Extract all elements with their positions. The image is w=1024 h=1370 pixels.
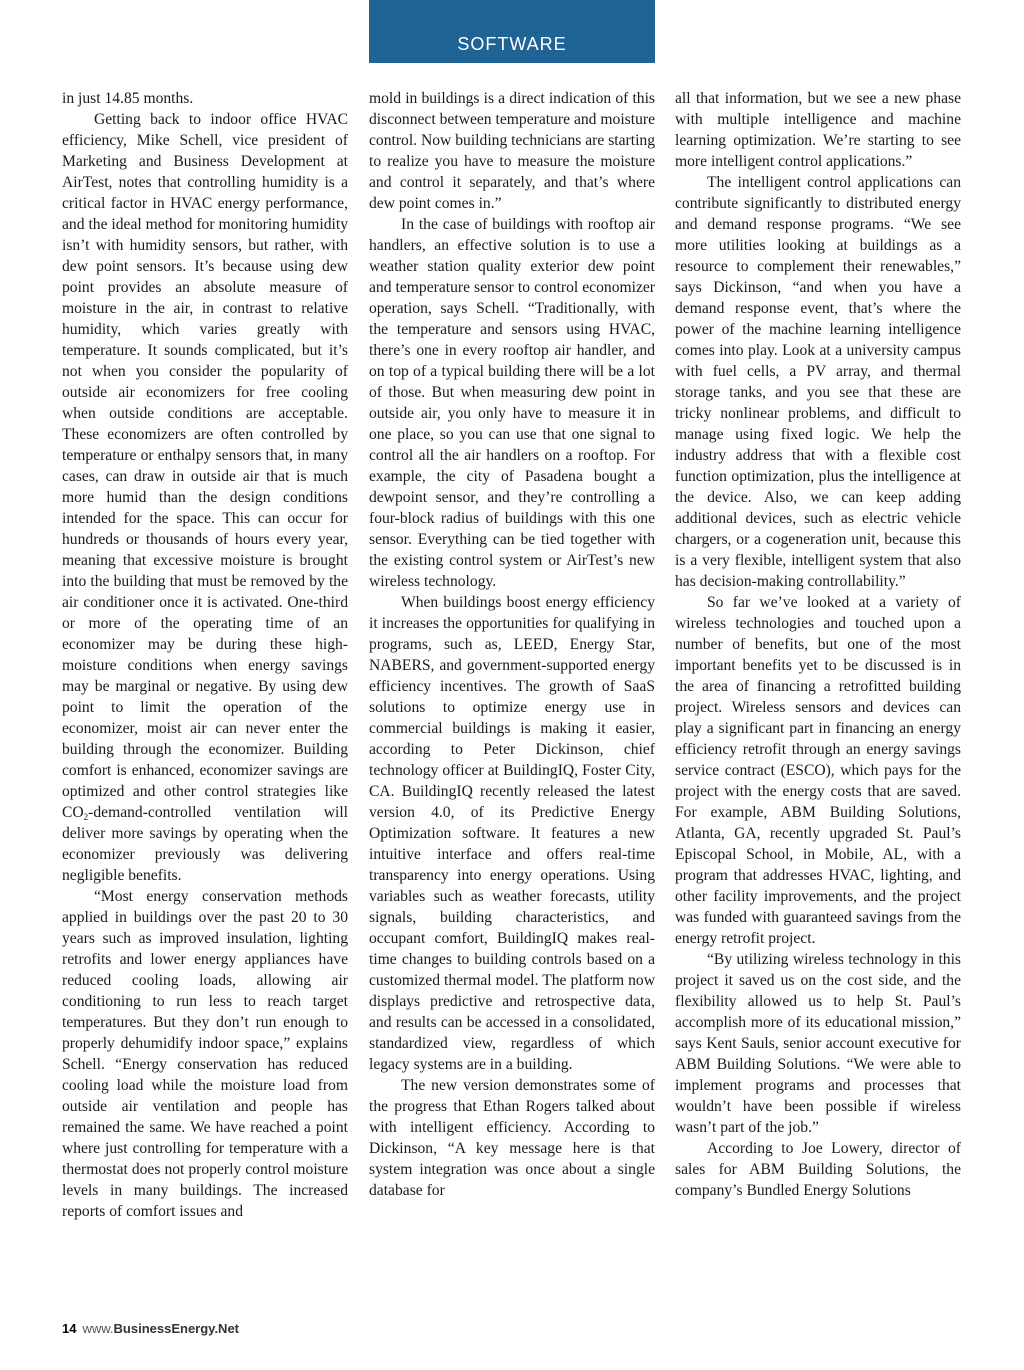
paragraph-text: -demand-controlled ventilation will deliver more savings by operating when the economizer previously was delivering negligible benefits. — [62, 804, 348, 884]
paragraph: When buildings boost energy efficiency it increases the opportunities for qualifying in programs, such as, LEED, Energy Star, NABERS, and government-supported energy efficiency incentives. The growth of SaaS solutions to optimize energy use in commercial buildings is making it easier, according to Peter Dickinson, chief technology officer at BuildingIQ, Foster City, CA. BuildingIQ recently released the latest version 4.0, of its Predictive Energy Optimization software. It features a new intuitive interface and offers real-time transparency into energy operations. Using variables such as weather forecasts, utility signals, building characteristics, and occupant comfort, BuildingIQ makes real-time changes to building controls based on a customized thermal model. The platform now displays predictive and retrospective data, and results can be accessed in a consolidated, standardized view, regardless of which legacy systems are in a building. — [369, 594, 655, 1073]
section-label: SOFTWARE — [457, 34, 567, 54]
section-header — [369, 0, 655, 63]
paragraph: “Most energy conservation methods applied in buildings over the past 20 to 30 years such as improved insulation, lighting retrofits and lower energy appliances have reduced cooling loads, allowing air conditioning to run less to reach target temperatures. But they don’t run enough to properly dehumidify indoor space,” explains Schell. “Energy conservation has reduced cooling load while the moisture load from outside air ventilation and people has remained the same. We have reached a point where just controlling for temperature with a thermostat does not properly control moisture levels in many buildings. The increased reports of comfort issues and — [62, 888, 348, 1220]
paragraph: The intelligent control applications can contribute significantly to distributed energy and demand response programs. “We see more utilities looking at buildings as a resource to complement their renewables,” says Dickinson, “and when you have a demand response event, that’s where the power of the machine learning intelligence comes into play. Look at a university campus with fuel cells, a PV array, and thermal storage tanks, and you see that these are tricky nonlinear problems, and difficult to manage using fixed logic. We help the industry address that with a flexible cost function optimization, plus the intelligence at the device. Also, we can keep adding additional devices, such as electric vehicle chargers, or a cogeneration unit, because this is a very flexible, intelligent system that also has decision-making controllability.” — [675, 174, 961, 590]
article-column-3 — [675, 88, 961, 1201]
article-column-1 — [62, 88, 348, 1222]
co2-formula: $CO_2$ — [62, 804, 89, 822]
paragraph-text: Getting back to indoor office HVAC efficiency, Mike Schell, vice president of Marketing and Business Development at AirTest, notes that controlling humidity is a critical factor in HVAC energy performance, and the ideal method for monitoring humidity isn’t with humidity sensors, but rather, with dew point sensors. It’s because using dew point provides an absolute measure of moisture in the air, in contrast to relative humidity, which varies greatly with temperature. It sounds complicated, but it’s not when you consider the popularity of outside air economizers for free cooling when outside conditions are acceptable. These economizers are often controlled by temperature or enthalpy sensors that, in many cases, can draw in outside air that is much more humid than the design conditions intended for the space. This can occur for hundreds or thousands of hours every year, meaning that excessive moisture is brought into the building that must be removed by the air conditioner once it is activated. One-third or more of the operating time of an economizer may be during these high-moisture conditions when energy savings may be marginal or negative. By using dew point to limit the operation of the economizer, moist air can never enter the building through the economizer. Building comfort is enhanced, economizer savings are optimized and other control strategies like — [62, 111, 348, 800]
website-prefix: www. — [82, 1321, 114, 1336]
page-number: 14 — [62, 1321, 77, 1336]
paragraph: So far we’ve looked at a variety of wireless technologies and touched upon a number of benefits, but one of the most important benefits yet to be discussed is in the area of financing a retrofitted building project. Wireless sensors and devices can play a significant part in financing an energy efficiency retrofit through an energy savings service contract (ESCO), which pays for the project with the energy costs that are saved. For example, ABM Building Solutions, Atlanta, GA, recently upgraded St. Paul’s Episcopal School, in Mobile, AL, with a program that addresses HVAC, lighting, and other facility improvements, and the project was funded with guaranteed savings from the energy retrofit project. — [675, 594, 961, 947]
website-name: BusinessEnergy.Net — [113, 1321, 239, 1336]
article-column-2 — [369, 88, 655, 1201]
paragraph: “By utilizing wireless technology in this project it saved us on the cost side, and the flexibility allowed us to help St. Paul’s accomplish more of its educational mission,” says Kent Sauls, senior account executive for ABM Building Solutions. “We were able to implement programs and processes that wouldn’t have been possible if wireless wasn’t part of the job.” — [675, 951, 961, 1136]
paragraph: In the case of buildings with rooftop air handlers, an effective solution is to use a weather station quality exterior dew point and temperature sensor to control economizer operation, says Schell. “Traditionally, with the temperature and sensors using HVAC, there’s one in every rooftop air handler, and on top of a typical building there will be a lot of those. But when measuring dew point in outside air, you only have to measure it in one place, so you can use that one signal to control all the air handlers on a rooftop. For example, the city of Pasadena bought a dewpoint sensor, and they’re controlling a four-block radius of buildings with this one sensor. Everything can be tied together with the existing control system or AirTest’s new wireless technology. — [369, 216, 655, 590]
paragraph: The new version demonstrates some of the progress that Ethan Rogers talked about with intelligent efficiency. According to Dickinson, “A key message here is that system integration was once about a single database for — [369, 1077, 655, 1199]
paragraph: mold in buildings is a direct indication of this disconnect between temperature and moisture control. Now building technicians are starting to realize you have to measure the moisture and control it separately, and that’s where dew point comes in.” — [369, 90, 655, 212]
paragraph — [62, 109, 348, 886]
paragraph: in just 14.85 months. — [62, 90, 194, 107]
paragraph: According to Joe Lowery, director of sales for ABM Building Solutions, the company’s Bundled Energy Solutions — [675, 1140, 961, 1199]
paragraph: all that information, but we see a new phase with multiple intelligence and machine learning optimization. We’re starting to see more intelligent control applications.” — [675, 90, 961, 170]
page-footer — [62, 1321, 239, 1336]
